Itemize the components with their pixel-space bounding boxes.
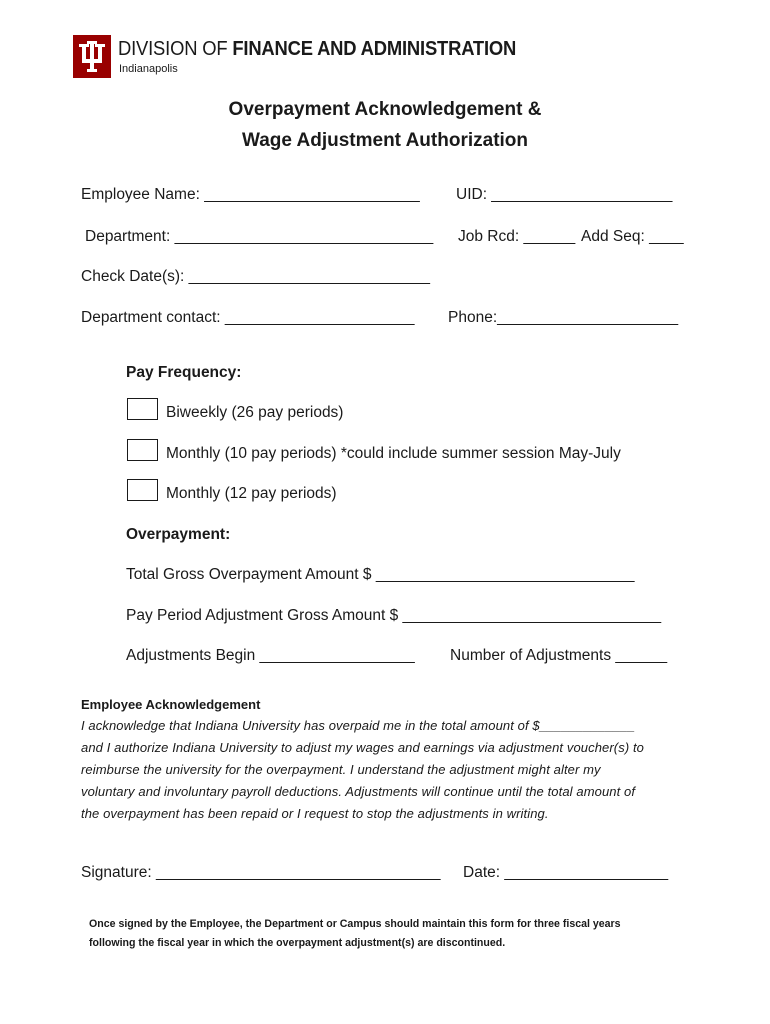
form-title-line1: Overpayment Acknowledgement & bbox=[228, 99, 542, 120]
acknowledgement-heading: Employee Acknowledgement bbox=[81, 697, 261, 712]
retention-note-line1: Once signed by the Employee, the Department or Campus should maintain this form for three fiscal years bbox=[89, 918, 621, 930]
biweekly-blank: ___ bbox=[128, 404, 154, 421]
signature-field[interactable]: Signature: _________________________________ bbox=[81, 864, 441, 881]
add-seq-field[interactable]: Add Seq: ____ bbox=[581, 228, 684, 245]
monthly-12-label: Monthly (12 pay periods) bbox=[166, 485, 337, 502]
date-field[interactable]: Date: ___________________ bbox=[463, 864, 669, 881]
uid-field[interactable]: UID: _____________________ bbox=[456, 186, 673, 203]
pay-frequency-heading: Pay Frequency: bbox=[126, 364, 242, 381]
retention-note-line2: following the fiscal year in which the overpayment adjustment(s) are discontinued. bbox=[89, 937, 506, 949]
number-of-adjustments-field[interactable]: Number of Adjustments ______ bbox=[450, 647, 668, 664]
overpayment-heading: Overpayment: bbox=[126, 526, 231, 543]
job-rcd-field[interactable]: Job Rcd: ______ bbox=[458, 228, 576, 245]
phone-field[interactable]: Phone:_____________________ bbox=[448, 309, 679, 326]
acknowledgement-line: voluntary and involuntary payroll deductions. Adjustments will continue until the total amount of bbox=[81, 784, 636, 799]
department-field[interactable]: Department: ______________________________ bbox=[85, 228, 434, 245]
employee-name-field[interactable]: Employee Name: _________________________ bbox=[81, 186, 420, 203]
trident-icon bbox=[73, 35, 111, 78]
biweekly-label: Biweekly (26 pay periods) bbox=[166, 404, 344, 421]
monthly-12-checkbox[interactable] bbox=[127, 479, 158, 501]
acknowledgement-line: reimburse the university for the overpayment. I understand the adjustment might alter my bbox=[81, 762, 601, 777]
check-dates-field[interactable]: Check Date(s): ____________________________ bbox=[81, 268, 431, 285]
campus-name: Indianapolis bbox=[119, 63, 178, 75]
total-gross-field[interactable]: Total Gross Overpayment Amount $ ______________________________ bbox=[126, 566, 635, 583]
division-title: DIVISION OF FINANCE AND ADMINISTRATION bbox=[118, 38, 517, 60]
acknowledgement-line: I acknowledge that Indiana University has overpaid me in the total amount of $_____________ bbox=[81, 718, 636, 733]
monthly-10-checkbox[interactable] bbox=[127, 439, 158, 461]
form-title-line2: Wage Adjustment Authorization bbox=[241, 130, 529, 151]
pay-period-adjustment-field[interactable]: Pay Period Adjustment Gross Amount $ ______________________________ bbox=[126, 607, 662, 624]
department-contact-field[interactable]: Department contact: ______________________ bbox=[81, 309, 415, 326]
acknowledgement-line: the overpayment has been repaid or I request to stop the adjustments in writing. bbox=[81, 806, 549, 821]
adjustments-begin-field[interactable]: Adjustments Begin __________________ bbox=[126, 647, 415, 664]
acknowledgement-line: and I authorize Indiana University to adjust my wages and earnings via adjustment voucher(s) to bbox=[81, 740, 645, 755]
iu-logo bbox=[73, 35, 111, 78]
monthly-10-label: Monthly (10 pay periods) *could include summer session May-July bbox=[166, 445, 621, 462]
